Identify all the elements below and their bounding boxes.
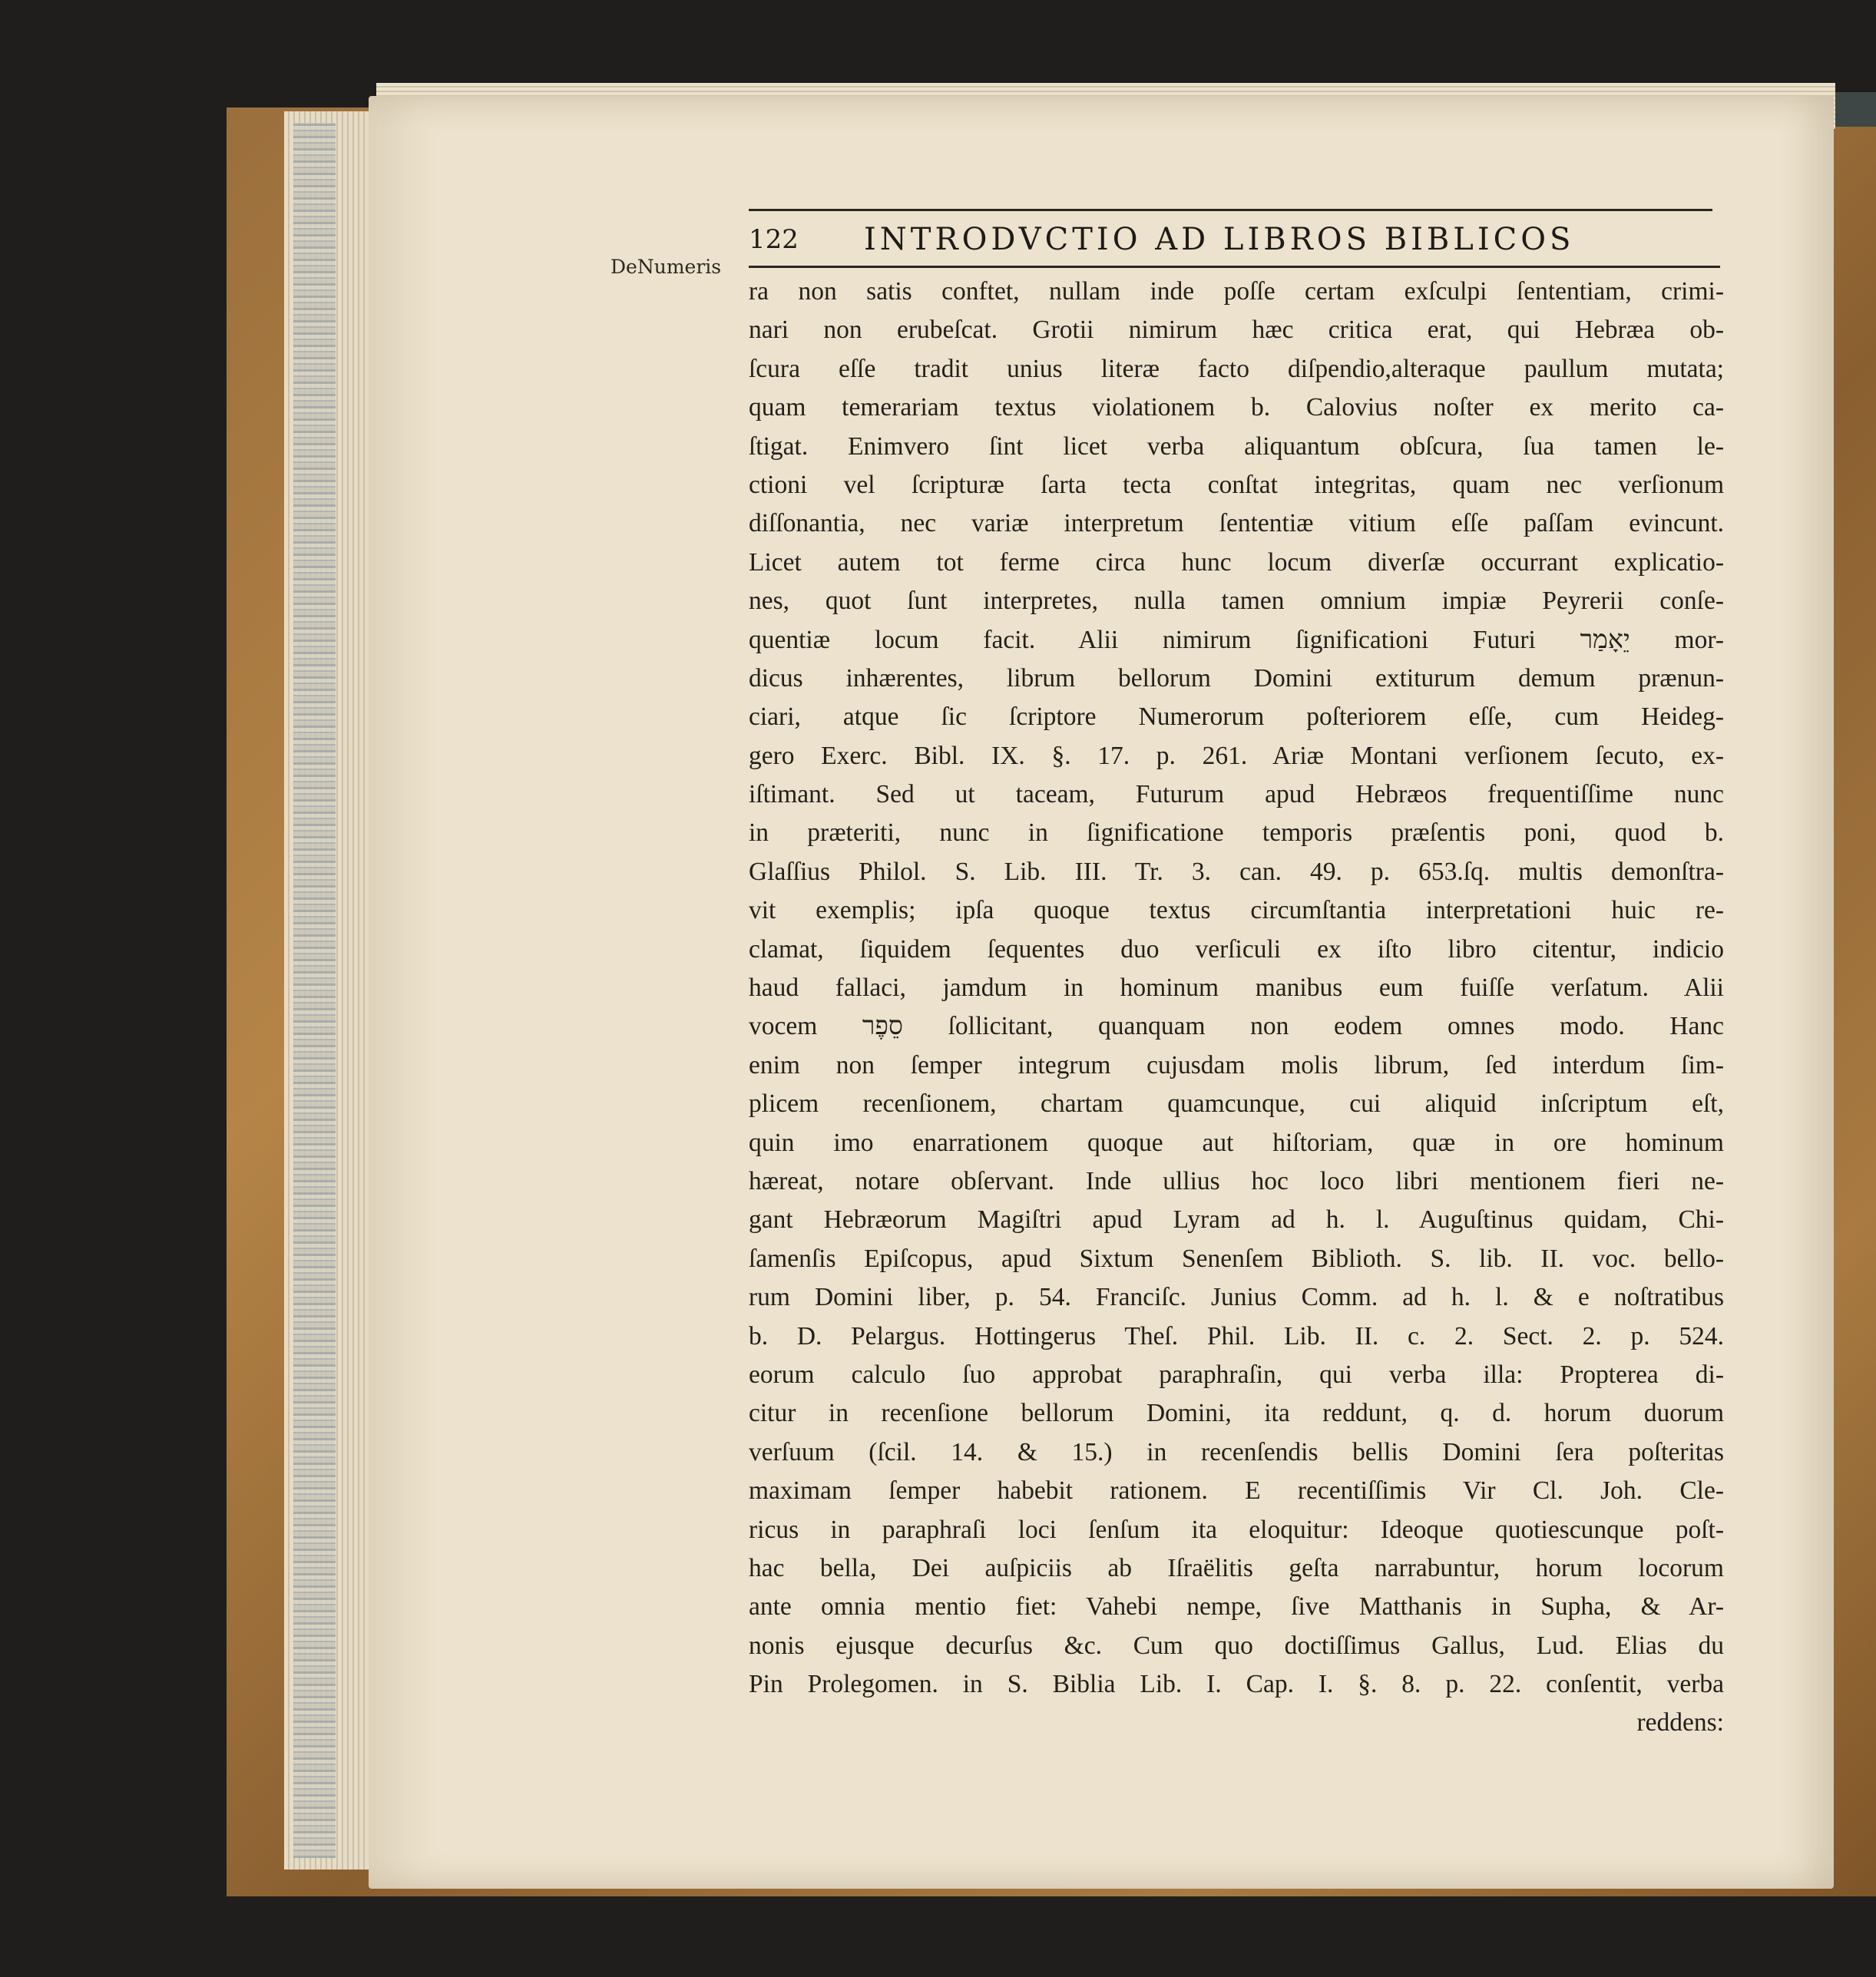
text-line: clamat, ſiquidem ſequentes duo verſiculi ex iſto libro citentur, indicio: [749, 934, 1724, 964]
text-line: ciari, atque ſic ſcriptore Numerorum poſteriorem eſſe, cum Heideg-: [749, 703, 1724, 732]
text-line: citur in recenſione bellorum Domini, ita reddunt, q. d. horum duorum: [749, 1399, 1724, 1428]
text-line: verſuum (ſcil. 14. & 15.) in recenſendis bellis Domini ſera poſteritas: [749, 1437, 1724, 1466]
page-number: 122: [749, 224, 799, 255]
margin-note: DeNumeris: [610, 256, 722, 278]
text-line: diſſonantia, nec variæ interpretum ſententiæ vitium eſſe paſſam evincunt.: [749, 509, 1724, 538]
text-line: vocem סֵפֶר ſollicitant, quanquam non eodem omnes modo. Hanc: [749, 1012, 1724, 1041]
body-text: [749, 273, 1724, 1743]
text-line: hac bella, Dei auſpiciis ab Iſraëlitis geſta narrabuntur, horum locorum: [749, 1553, 1724, 1582]
text-line: nonis ejusque decurſus &c. Cum quo doctiſſimus Gallus, Lud. Elias du: [749, 1631, 1724, 1660]
text-line: vit exemplis; ipſa quoque textus circumſtantia interpretationi huic re-: [749, 896, 1724, 925]
text-line: gant Hebræorum Magiſtri apud Lyram ad h. l. Auguſtinus quidam, Chi-: [749, 1205, 1724, 1235]
text-line: rum Domini liber, p. 54. Franciſc. Junius Comm. ad h. l. & e noſtratibus: [749, 1283, 1724, 1312]
text-line: ricus in paraphraſi loci ſenſum ita eloquitur: Ideoque quotiescunque poſt-: [749, 1515, 1724, 1544]
text-line: quentiæ locum facit. Alii nimirum ſignificationi Futuri יֵאָמַר mor-: [749, 625, 1724, 654]
text-line: maximam ſemper habebit rationem. E recentiſſimis Vir Cl. Joh. Cle-: [749, 1476, 1724, 1506]
text-line: Glaſſius Philol. S. Lib. III. Tr. 3. can. 49. p. 653.ſq. multis demonſtra-: [749, 857, 1724, 886]
text-line: ſcura eſſe tradit unius literæ facto diſpendio,alteraque paullum mutata;: [749, 354, 1724, 383]
text-line: enim non ſemper integrum cujusdam molis librum, ſed interdum ſim-: [749, 1050, 1724, 1079]
text-line: ſamenſis Epiſcopus, apud Sixtum Senenſem Biblioth. S. lib. II. voc. bello-: [749, 1244, 1724, 1273]
header-rule-bottom: [749, 266, 1720, 268]
text-line: Licet autem tot ferme circa hunc locum diverſæ occurrant explicatio-: [749, 547, 1724, 577]
running-head: [749, 217, 1712, 263]
text-line: nari non erubeſcat. Grotii nimirum hæc critica erat, qui Hebræa ob-: [749, 316, 1724, 345]
speckled-page-edge: [293, 123, 336, 1858]
text-line: dicus inhærentes, librum bellorum Domini extiturum demum prænun-: [749, 663, 1724, 693]
text-line: plicem recenſionem, chartam quamcunque, cui aliquid inſcriptum eſt,: [749, 1089, 1724, 1119]
text-line: nes, quot ſunt interpretes, nulla tamen omnium impiæ Peyrerii conſe-: [749, 587, 1724, 616]
text-line: in præteriti, nunc in ſignificatione temporis præſentis poni, quod b.: [749, 818, 1724, 848]
text-line: ſtigat. Enimvero ſint licet verba aliquantum obſcura, ſua tamen le-: [749, 431, 1724, 461]
running-title: INTRODVCTIO AD LIBROS BIBLICOS: [864, 222, 1575, 257]
text-line: gero Exerc. Bibl. IX. §. 17. p. 261. Ariæ Montani verſionem ſecuto, ex-: [749, 741, 1724, 770]
text-line: ra non satis conftet, nullam inde poſſe certam exſculpi ſententiam, crimi-: [749, 277, 1724, 306]
text-line: quin imo enarrationem quoque aut hiſtoriam, quæ in ore hominum: [749, 1128, 1724, 1157]
text-line: haud fallaci, jamdum in hominum manibus eum fuiſſe verſatum. Alii: [749, 974, 1724, 1003]
text-line: ctioni vel ſcripturæ ſarta tecta conſtat integritas, quam nec verſionum: [749, 470, 1724, 499]
catchword: reddens:: [1636, 1708, 1724, 1737]
text-line: iſtimant. Sed ut taceam, Futurum apud Hebræos frequentiſſime nunc: [749, 780, 1724, 809]
text-line: quam temerariam textus violationem b. Calovius noſter ex merito ca-: [749, 393, 1724, 422]
text-line: Pin Prolegomen. in S. Biblia Lib. I. Cap. I. §. 8. p. 22. conſentit, verba: [749, 1670, 1724, 1699]
text-line: eorum calculo ſuo approbat paraphraſin, qui verba illa: Propterea di-: [749, 1360, 1724, 1389]
text-line: ante omnia mentio fiet: Vahebi nempe, ſive Matthanis in Supha, & Ar-: [749, 1592, 1724, 1622]
text-line: hæreat, notare obſervant. Inde ullius hoc loco libri mentionem fieri ne-: [749, 1166, 1724, 1195]
text-line: b. D. Pelargus. Hottingerus Theſ. Phil. Lib. II. c. 2. Sect. 2. p. 524.: [749, 1321, 1724, 1351]
header-rule-top: [749, 209, 1712, 211]
